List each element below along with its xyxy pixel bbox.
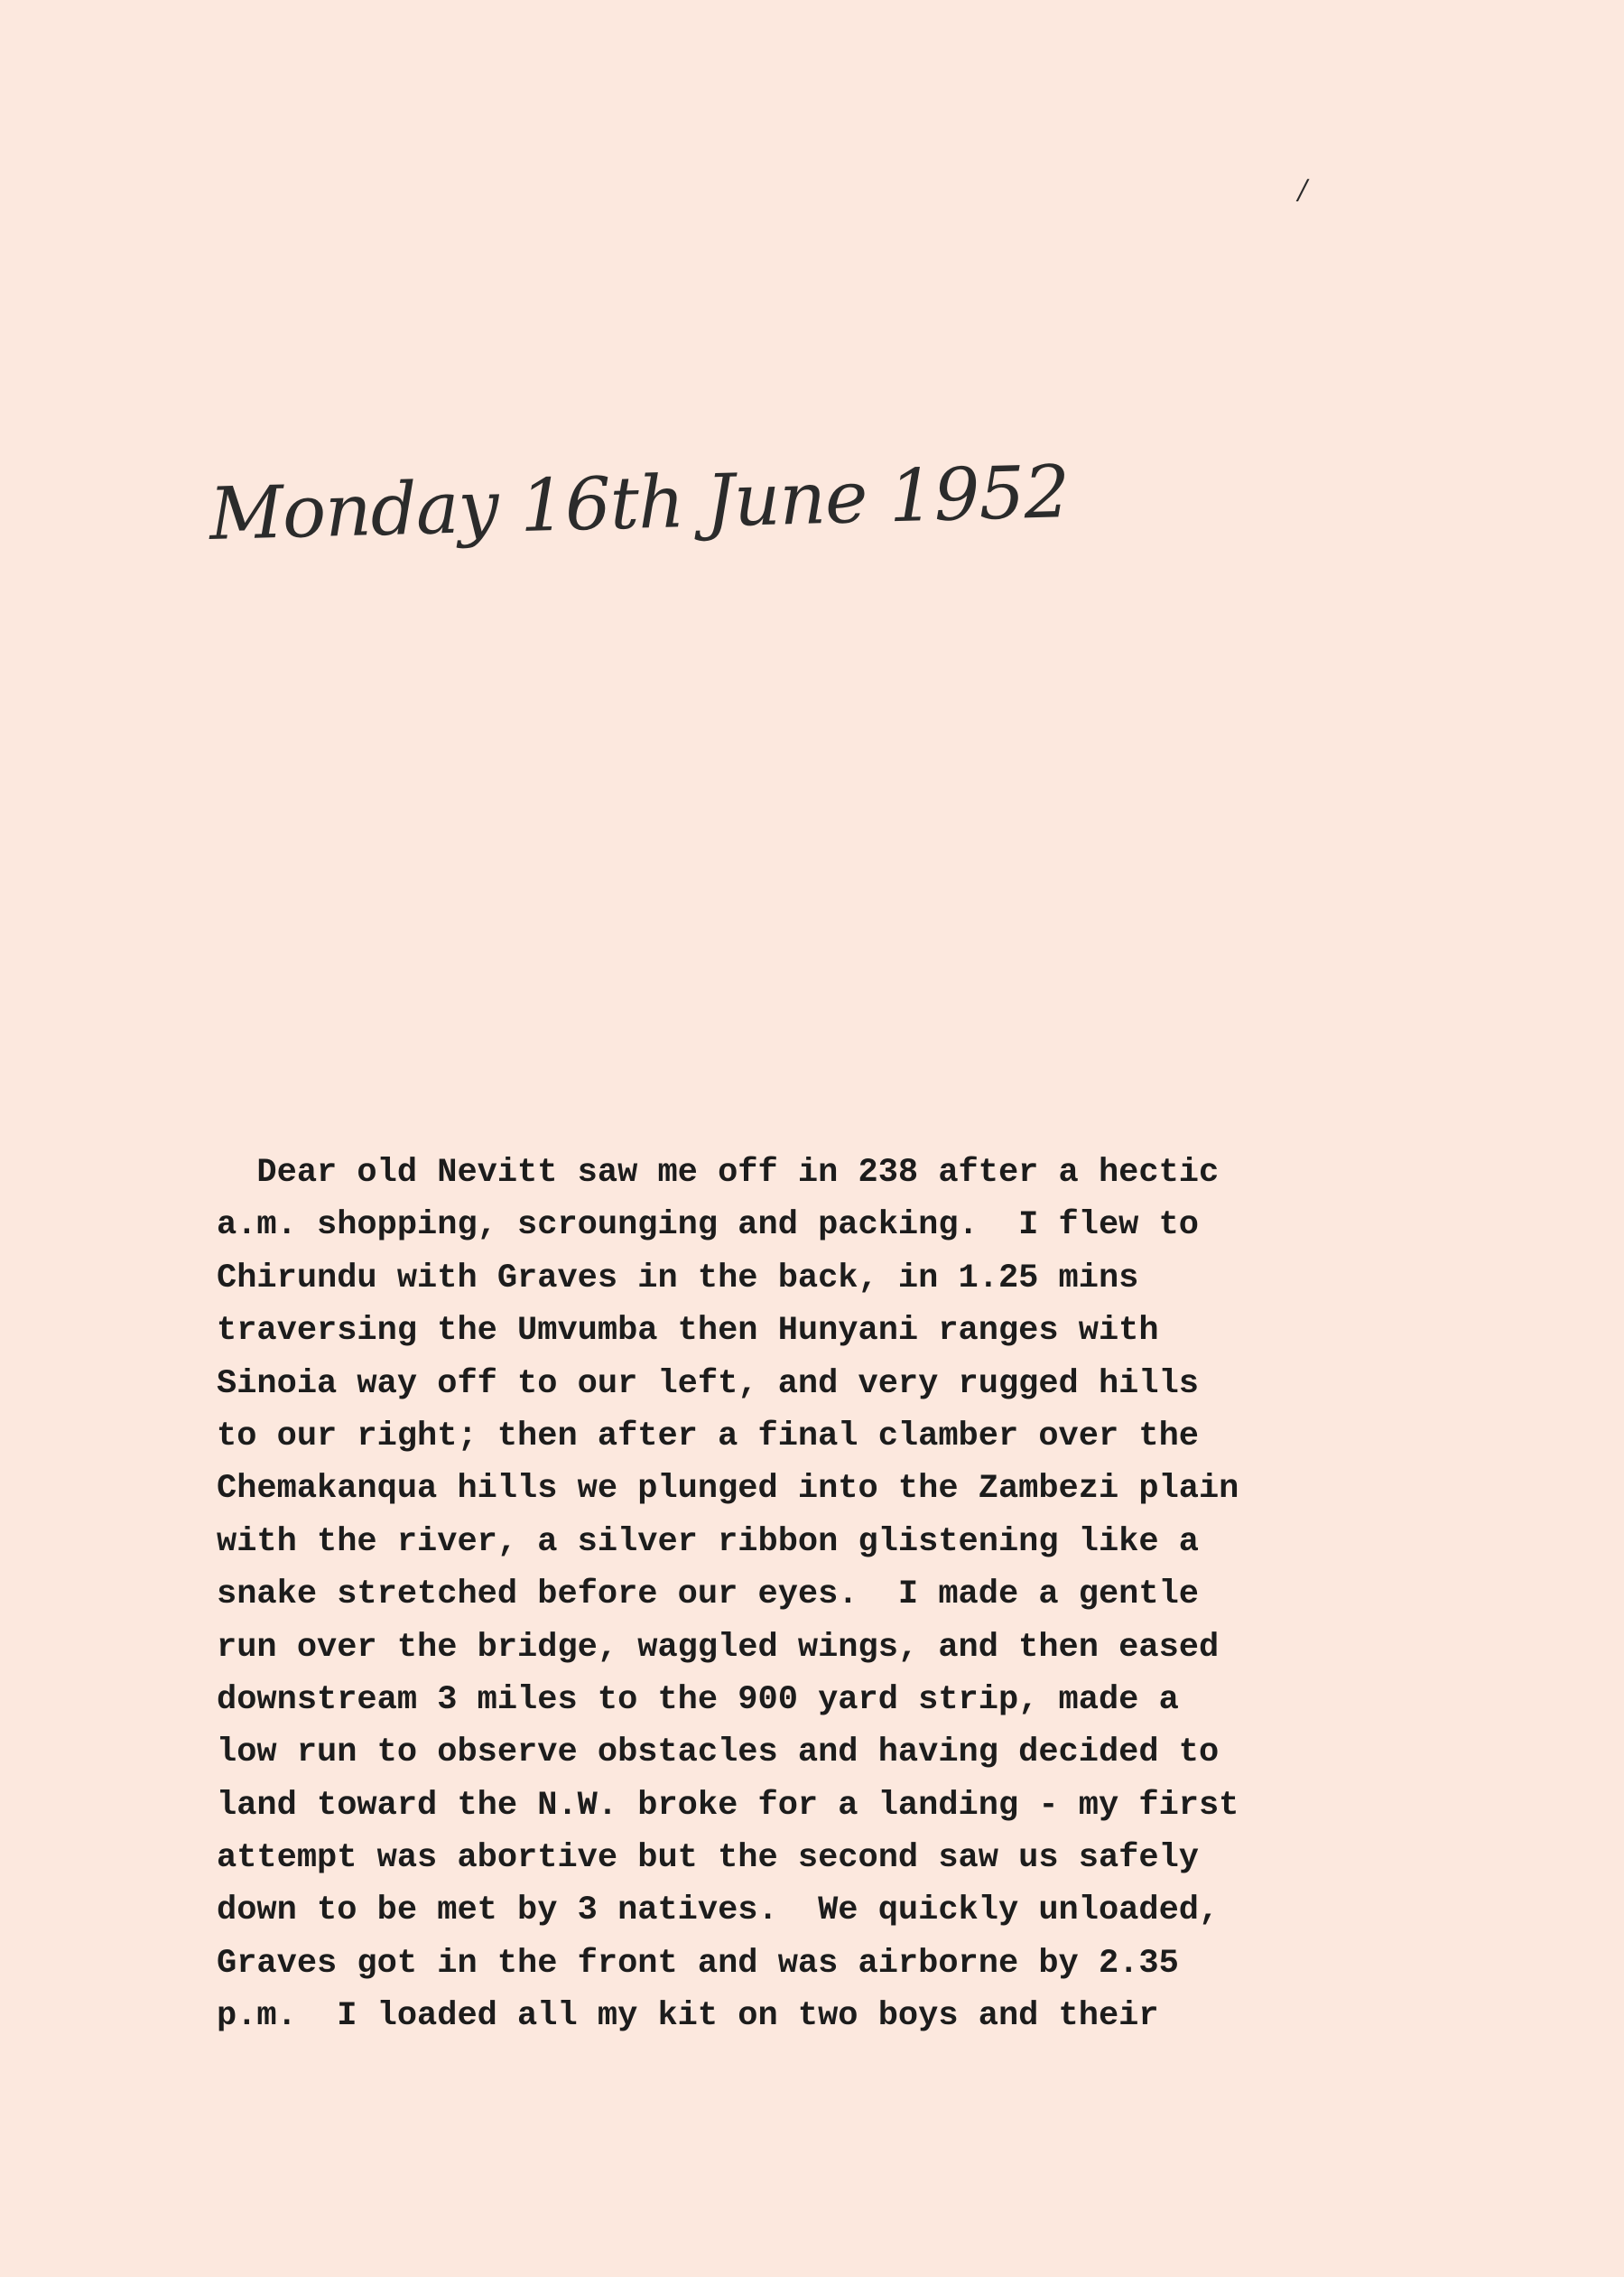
body-line: with the river, a silver ribbon glistening like a: [217, 1522, 1199, 1561]
handwritten-date-heading: Monday 16th June 1952: [208, 450, 1071, 556]
body-line: down to be met by 3 natives. We quickly unloaded,: [217, 1891, 1220, 1930]
body-line: land toward the N.W. broke for a landing - my first: [217, 1786, 1239, 1825]
body-line: Dear old Nevitt saw me off in 238 after a hectic: [217, 1154, 1220, 1192]
body-line: low run to observe obstacles and having decided to: [217, 1733, 1220, 1772]
body-line: attempt was abortive but the second saw us safely: [217, 1839, 1199, 1878]
page-mark: /: [1298, 174, 1308, 206]
body-line: Chirundu with Graves in the back, in 1.25 mins: [217, 1259, 1139, 1297]
body-line: p.m. I loaded all my kit on two boys and their: [217, 1997, 1159, 2036]
letter-body: [217, 1147, 1499, 2043]
body-line: Graves got in the front and was airborne by 2.35: [217, 1944, 1179, 1983]
body-line: run over the bridge, waggled wings, and then eased: [217, 1628, 1220, 1667]
body-line: Chemakanqua hills we plunged into the Zambezi plain: [217, 1470, 1239, 1509]
body-line: snake stretched before our eyes. I made a gentle: [217, 1575, 1199, 1614]
body-line: a.m. shopping, scrounging and packing. I flew to: [217, 1206, 1199, 1245]
body-line: Sinoia way off to our left, and very rugged hills: [217, 1364, 1199, 1403]
body-line: traversing the Umvumba then Hunyani ranges with: [217, 1312, 1159, 1351]
body-line: to our right; then after a final clamber over the: [217, 1417, 1199, 1455]
body-line: downstream 3 miles to the 900 yard strip, made a: [217, 1680, 1179, 1719]
